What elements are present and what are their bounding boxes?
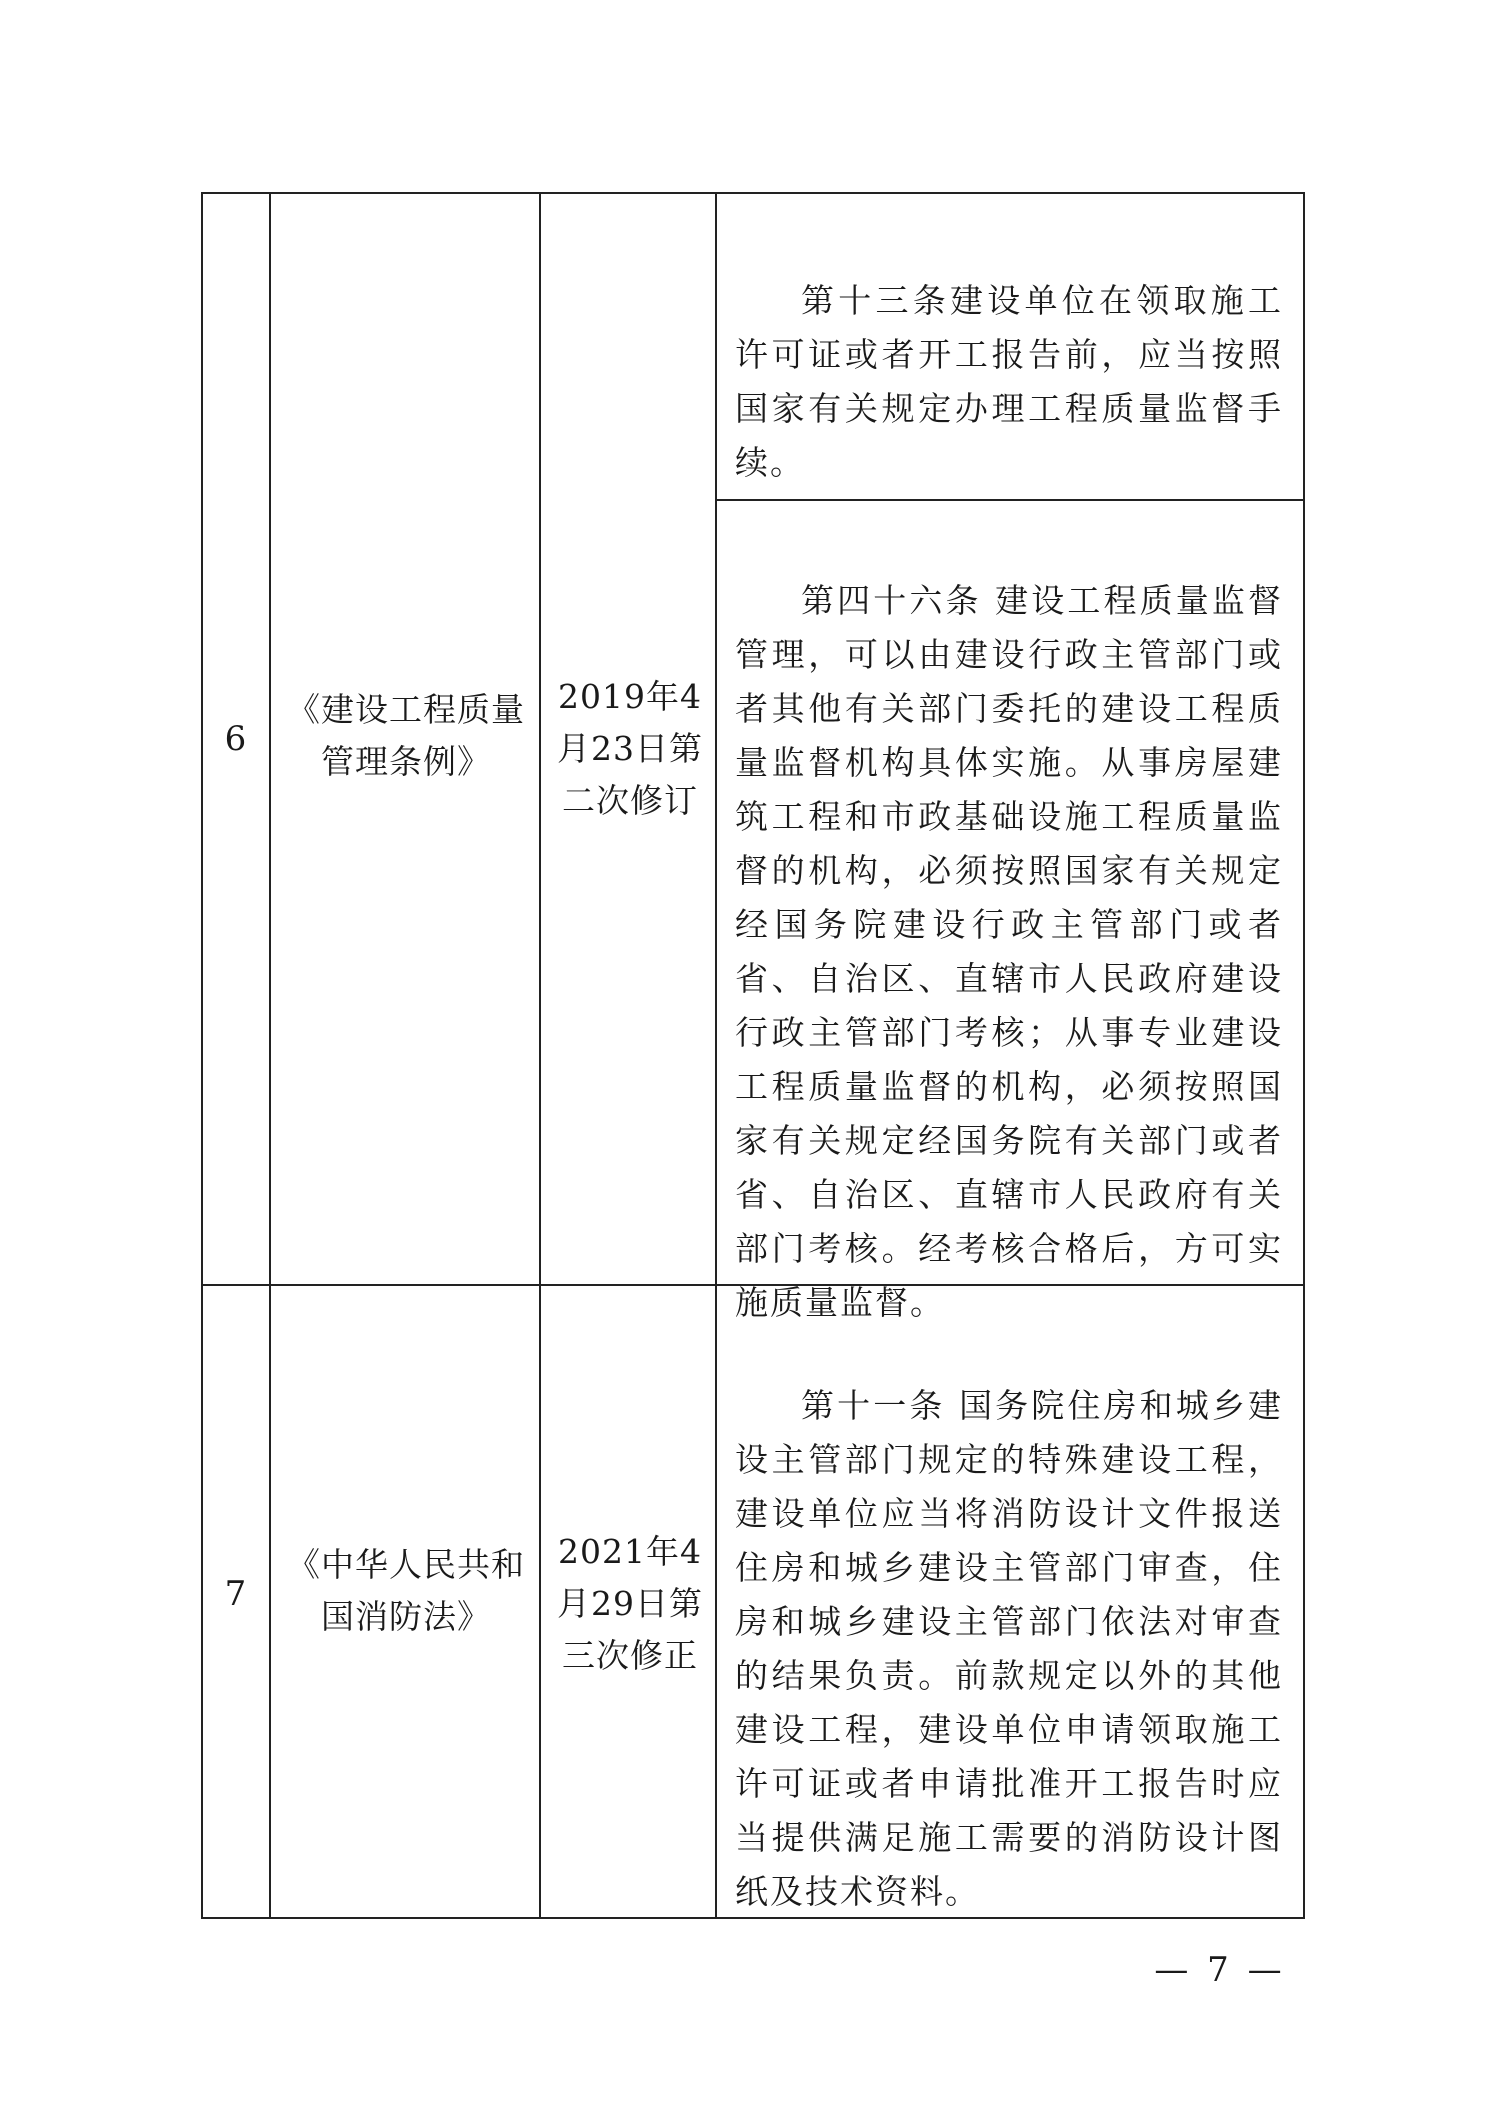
revision-date: 2019年4月23日第二次修订 bbox=[557, 677, 703, 820]
regulation-table bbox=[201, 192, 1305, 1919]
law-name: 《中华人民共和国消防法》 bbox=[287, 1545, 525, 1636]
column-divider bbox=[539, 194, 541, 1917]
revision-date: 2021年4月29日第三次修正 bbox=[557, 1532, 703, 1675]
article-divider bbox=[715, 499, 1303, 501]
column-divider bbox=[269, 194, 271, 1917]
row-number: 7 bbox=[224, 1574, 248, 1614]
article-text: 第四十六条 建设工程质量监督管理，可以由建设行政主管部门或者其他有关部门委托的建设工程质量监督机构具体实施。从事房屋建筑工程和市政基础设施工程质量监督的机构，必须按照国家有关规定经国务院建设行政主管部门或者省、自治区、直辖市人民政府建设行政主管部门考核；从事专业建设工程质量监督的机构，必须按照国家有关规定经国务院有关部门或者省、自治区、直辖市人民政府有关部门考核。经考核合格后，方可实施质量监督。 bbox=[735, 581, 1283, 1322]
row-number: 6 bbox=[224, 719, 248, 759]
law-name: 《建设工程质量管理条例》 bbox=[287, 690, 525, 781]
page-number: — 7 — bbox=[1154, 1950, 1286, 1990]
column-divider bbox=[715, 194, 717, 1917]
article-text: 第十三条建设单位在领取施工许可证或者开工报告前，应当按照国家有关规定办理工程质量监督手续。 bbox=[735, 281, 1283, 482]
article-text: 第十一条 国务院住房和城乡建设主管部门规定的特殊建设工程，建设单位应当将消防设计文件报送住房和城乡建设主管部门审查，住房和城乡建设主管部门依法对审查的结果负责。前款规定以外的其他建设工程，建设单位申请领取施工许可证或者申请批准开工报告时应当提供满足施工需要的消防设计图纸及技术资料。 bbox=[735, 1386, 1283, 1911]
